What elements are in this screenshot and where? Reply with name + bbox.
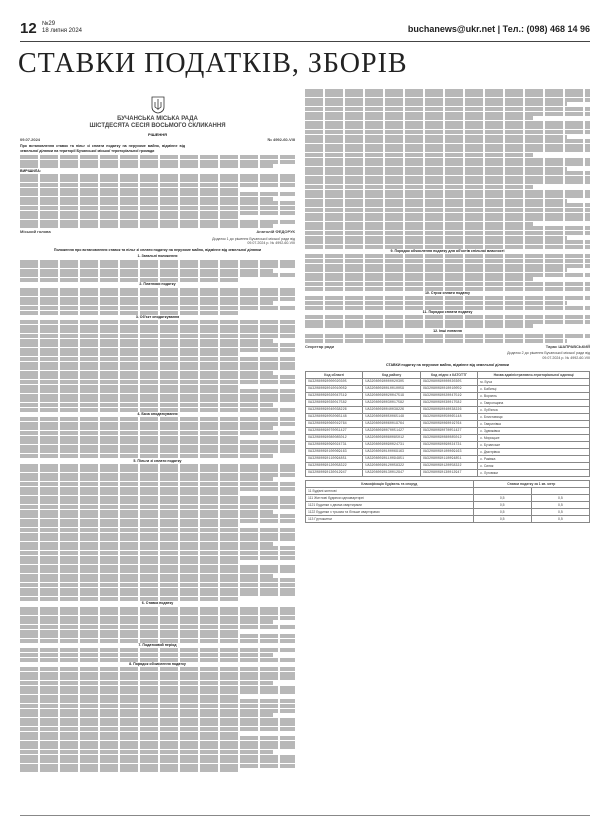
building-class [306,487,474,494]
rate-value [531,487,589,494]
katottg-code: UA32080090080085012 [363,434,420,441]
class-name: Гуртожитки [314,516,332,521]
class-name: Будівлі житлові [312,488,337,493]
section-heading: 11. Порядок сплати податку [422,310,473,315]
table-header: Код згідно з КАТОТТГ [420,371,477,378]
issue-date: 18 липня 2024 [42,28,83,34]
class-code: 11 [308,488,312,493]
table-row [306,487,590,494]
territory-name: с. Бабинці [478,385,590,392]
katottg-code: UA32080090000020305 [306,378,363,385]
table-row [306,441,590,448]
council-name: БУЧАНСЬКА МІСЬКА РАДА [117,116,198,122]
table-row [306,385,590,392]
table-header: Класифікація будівель та споруд [306,480,474,487]
right-column [305,88,590,808]
katottg-code: UA32080090120058322 [306,462,363,469]
table-row [306,508,590,515]
katottg-code: UA32080090040038226 [306,406,363,413]
table-header: Код області [306,371,363,378]
territory-name: с. Мироцьке [478,434,590,441]
issue-info [42,21,82,35]
katottg-code: UA32080090070051427 [306,427,363,434]
katottg-code: UA32080090110094851 [363,455,420,462]
katottg-code: UA32080090080085012 [306,434,363,441]
annex-1-label: Додаток 1 до рішення Бучанської міської ради від 09.07.2024 р. № 4992-60-VIII [212,236,295,246]
table-row [306,378,590,385]
katottg-code: UA32080090120058322 [420,462,477,469]
table-row [306,420,590,427]
rate-value: 0,5 [473,501,531,508]
class-name: Будинки з двома квартирами [316,502,362,507]
decision-type: РІШЕННЯ [147,132,168,137]
table-row [306,455,590,462]
section-heading: 6. Ставка податку [141,601,174,606]
territory-table [305,371,590,477]
katottg-code: UA32080090070051427 [363,427,420,434]
rates-table [305,480,590,523]
katottg-code: UA32080090050065148 [363,413,420,420]
katottg-code: UA32080090100069163 [306,448,363,455]
katottg-code: UA32080090010010059 [363,385,420,392]
decided-heading: ВИРІШИЛА: [20,168,42,173]
territory-name: с. Дмитрівка [478,448,590,455]
secretary-label: Секретар ради [305,343,335,349]
rate-value: 0,5 [531,494,589,501]
katottg-code: UA32080090040038226 [420,406,477,413]
section-heading: 7. Податковий період [138,643,177,648]
section-heading: 1. Загальні положення [137,254,178,259]
katottg-code: UA32080090030017582 [420,399,477,406]
katottg-code: UA32080090050065148 [420,413,477,420]
katottg-code: UA32080090120058322 [363,462,420,469]
katottg-code: UA32080090110094851 [420,455,477,462]
class-name: Житлові будинки одноквартирні [314,495,364,500]
katottg-code: UA32080090090024731 [420,441,477,448]
decision-title: Про встановлення ставок та пільг зі сплати податку на нерухоме майно, відмінне від земельної ділянки на території Бучанської міської територіальної громади [20,144,185,153]
table-row [306,427,590,434]
coat-of-arms-icon [151,96,165,114]
territory-name: с. Раківка [478,455,590,462]
regulation-title: Положення про встановлення ставок та пільг зі сплати податку на нерухоме майно, відмінне від земельної ділянки [53,247,262,252]
building-class [306,494,474,501]
table-row [306,448,590,455]
katottg-code: UA32080090130012947 [363,469,420,476]
rate-value: 0,5 [531,508,589,515]
page-number: 12 [20,20,37,37]
territory-name: м. Буча [478,378,590,385]
katottg-code: UA32080090070051427 [420,427,477,434]
katottg-code: UA32080090000020305 [420,378,477,385]
territory-name: с. Синяк [478,462,590,469]
session-name: ШІСТДЕСЯТА СЕСІЯ ВОСЬМОГО СКЛИКАННЯ [89,123,226,129]
mayor-signature [20,230,295,235]
page-headline: СТАВКИ ПОДАТКІВ, ЗБОРІВ [18,48,408,79]
table-row [306,494,590,501]
rate-value [473,487,531,494]
table-row [306,399,590,406]
katottg-code: UA32080090080085012 [420,434,477,441]
territory-name: с. Луговики [478,469,590,476]
table-header: Код району [363,371,420,378]
header-divider [20,41,590,42]
section-heading: 12. Інші питання [433,328,462,333]
footer-divider [20,815,590,816]
territory-name: с. Бучанське [478,441,590,448]
section-heading: 4. База оподаткування [137,412,178,417]
katottg-code: UA32080090010010059 [420,385,477,392]
secretary-signature [305,345,590,350]
class-code: 111 [308,495,314,500]
katottg-code: UA32080090050065148 [306,413,363,420]
katottg-code: UA32080090060019764 [363,420,420,427]
rate-value: 0,5 [473,508,531,515]
building-class [306,515,474,522]
table-row [306,434,590,441]
section-heading: 8. Порядок обчислення податку [129,662,186,667]
katottg-code: UA32080090020047519 [420,392,477,399]
katottg-code: UA32080090090024731 [363,441,420,448]
rate-value: 0,5 [473,494,531,501]
mayor-label: Міський голова [20,229,51,235]
section-heading: 10. Строк сплати податку [424,291,471,296]
decision-number: № 4992-60-VIII [267,136,295,142]
territory-name: с. Луб'янка [478,406,590,413]
table-row [306,501,590,508]
left-column [20,88,295,808]
contacts: buchanews@ukr.net | Тел.: (098) 468 14 96 [407,24,590,34]
table-row [306,413,590,420]
territory-name: с. Здвижівка [478,427,590,434]
katottg-code: UA32080090030017582 [363,399,420,406]
katottg-code: UA32080090020047519 [306,392,363,399]
issue-number: №29 [42,21,56,27]
katottg-code: UA32080090010010059 [306,385,363,392]
katottg-code: UA32080090130012947 [420,469,477,476]
class-code: 1122 [308,509,316,514]
rate-value: 0,5 [531,515,589,522]
mayor-name: Анатолій ФЕДОРУК [256,229,295,235]
section-heading: 5. Пільги зі сплати податку [133,458,182,463]
table-row [306,515,590,522]
katottg-code: UA32080090090024731 [306,441,363,448]
section-heading: 3. Об'єкт оподаткування [135,315,180,320]
table-row [306,392,590,399]
katottg-code: UA32080090000020305 [363,378,420,385]
katottg-code: UA32080090100069163 [363,448,420,455]
rates-title: СТАВКИ податку на нерухоме майно, відмінне від земельної ділянки [385,363,510,368]
class-code: 113 [308,516,314,521]
katottg-code: UA32080090060019764 [420,420,477,427]
section-heading: 2. Платники податку [139,282,176,287]
territory-name: с. Блиставиця [478,413,590,420]
table-row [306,469,590,476]
territory-name: с. Гавронщина [478,399,590,406]
katottg-code: UA32080090060019764 [306,420,363,427]
building-class [306,508,474,515]
page-header [20,20,590,40]
table-header: Ставки податку за 1 кв. метр [473,480,589,487]
decision-date: 09.07.2024 [20,136,41,142]
building-class [306,501,474,508]
katottg-code: UA32080090040038226 [363,406,420,413]
katottg-code: UA32080090030017582 [306,399,363,406]
territory-name: с. Гаврилівка [478,420,590,427]
katottg-code: UA32080090020047519 [363,392,420,399]
table-header: Назва адміністративно-територіальної одиниці [478,371,590,378]
rate-value: 0,5 [473,515,531,522]
katottg-code: UA32080090100069163 [420,448,477,455]
annex-2-label: Додаток 2 до рішення Бучанської міської ради від 09.07.2024 р. № 4992-60-VIII [507,351,590,360]
section-heading: 9. Порядок обчислення податку для об'єктів спільної власності [390,249,505,254]
territory-name: с. Ворзель [478,392,590,399]
class-name: Будинки з трьома та більше квартирами [316,509,380,514]
secretary-name: Тарас ШАПРАВСЬКИЙ [545,343,590,349]
table-row [306,462,590,469]
decision-meta [20,138,295,143]
table-row [306,406,590,413]
katottg-code: UA32080090130012947 [306,469,363,476]
rate-value: 0,5 [531,501,589,508]
class-code: 1121 [308,502,316,507]
katottg-code: UA32080090110094851 [306,455,363,462]
